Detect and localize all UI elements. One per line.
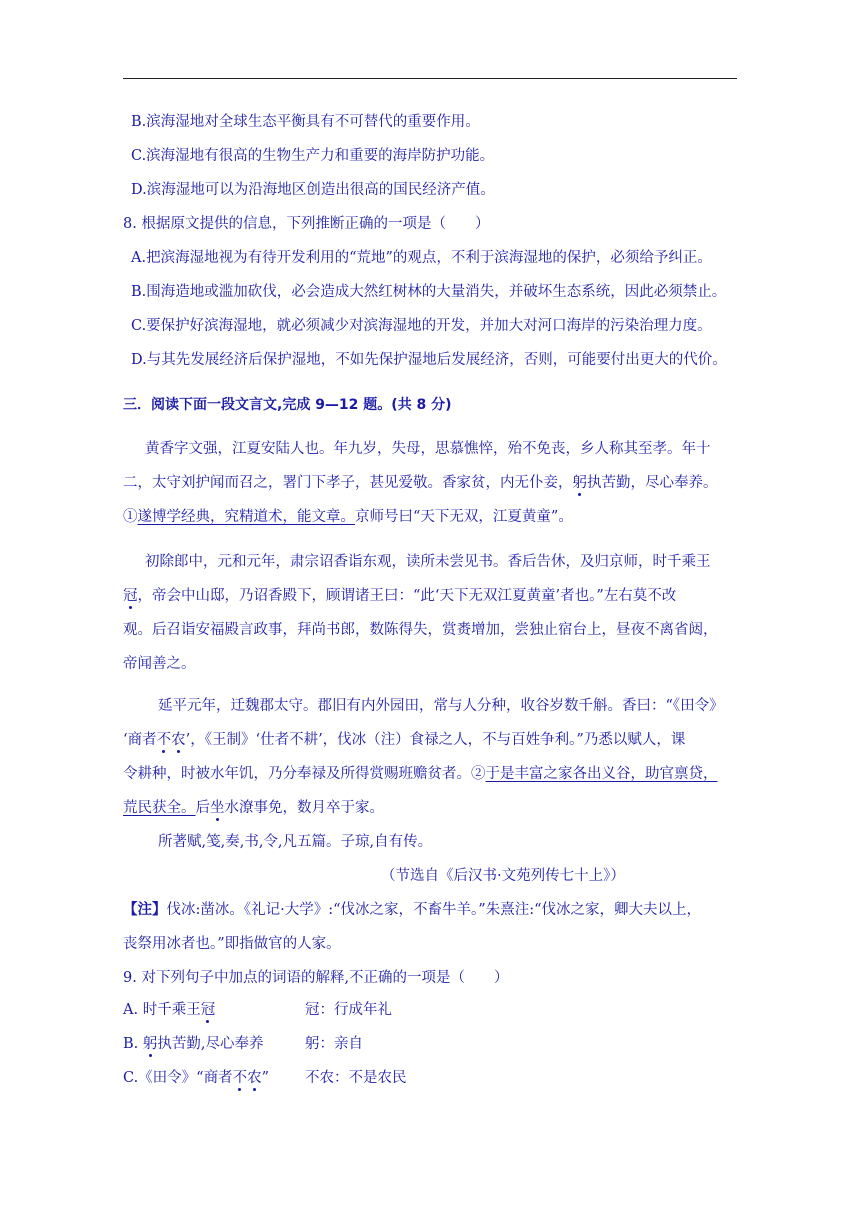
q9-stem: 9. 对下列句子中加点的词语的解释,不正确的一项是（ ） xyxy=(123,970,509,986)
passage-p4-line1: 所著赋,笺,奏,书,令,凡五篇。子琼,自有传。 xyxy=(158,834,433,850)
passage-p1-line2: 二，太守刘护闻而召之，署门下孝子，甚见爱敬。香家贫，内无仆妾，躬执苦勤，尽心奉养。 xyxy=(123,475,718,491)
section-3-heading: 三．阅读下面一段文言文,完成 9—12 题。(共 8 分) xyxy=(123,397,452,413)
note-tag: 【注】 xyxy=(123,901,167,918)
underlined-sentence-2: 于是丰富之家各出义谷，助官禀贷， xyxy=(485,766,718,782)
header-rule xyxy=(123,78,737,79)
passage-p3-line1: 延平元年，迁魏郡太守。郡旧有内外园田，常与人分种，收谷岁数千斛。香曰：“《田令》 xyxy=(158,698,724,714)
passage-p3-line3: 令耕种，时被水年饥，乃分奉禄及所得赏赐班赡贫者。②于是丰富之家各出义谷，助官禀贷， xyxy=(123,766,718,782)
underlined-sentence-1: 遂博学经典，究精道术，能文章。 xyxy=(137,509,355,525)
passage-p1-line1: 黄香字文强，江夏安陆人也。年九岁，失母，思慕憔悴，殆不免丧，乡人称其至孝。年十 xyxy=(145,441,711,457)
dotted-char: 坐 xyxy=(210,800,225,816)
dotted-char: 冠 xyxy=(200,1002,216,1018)
note-line1: 【注】伐冰:凿冰。《礼记·大学》:“伐冰之家，不畜牛羊。”朱熹注:“伐冰之家，卿大夫以上， xyxy=(123,901,702,918)
q9-option-b-explanation: 躬：亲自 xyxy=(305,1036,363,1052)
q8-option-a: A.把滨海湿地视为有待开发利用的“荒地”的观点，不利于滨海湿地的保护，必须给予纠正。 xyxy=(131,250,712,266)
passage-p3-line4: 荒民获全。后坐水潦事免，数月卒于家。 xyxy=(123,800,384,816)
q9-option-b: B. 躬执苦勤,尽心奉养 躬：亲自 xyxy=(123,1036,363,1052)
passage-p2-line4: 帝闻善之。 xyxy=(123,656,196,672)
q7-option-d: D.滨海湿地可以为沿海地区创造出很高的国民经济产值。 xyxy=(131,182,495,198)
note-line2: 丧祭用冰者也。”即指做官的人家。 xyxy=(123,936,341,952)
passage-p2-line1: 初除郎中，元和元年，肃宗诏香诣东观，读所未尝见书。香后告休，及归京师，时千乘王 xyxy=(145,554,711,570)
q7-option-c: C.滨海湿地有很高的生物生产力和重要的海岸防护功能。 xyxy=(131,148,495,164)
dotted-char: 躬 xyxy=(142,1036,158,1052)
q8-option-c: C.要保护好滨海湿地，就必须减少对滨海湿地的开发，并加大对河口海岸的污染治理力度。 xyxy=(131,318,712,334)
q9-option-c: C.《田令》“商者不农” 不农：不是农民 xyxy=(123,1070,407,1086)
q8-stem: 8. 根据原文提供的信息，下列推断正确的一项是（ ） xyxy=(123,216,490,232)
q8-option-b: B.围海造地或滥加砍伐，必会造成大然红树林的大量消失，并破坏生态系统，因此必须禁止。 xyxy=(131,284,727,300)
dotted-char: 农 xyxy=(171,732,186,748)
dotted-char: 躬 xyxy=(572,475,587,491)
passage-p3-line2: ‘商者不农’，《王制》‘仕者不耕’，伐冰（注）食禄之人，不与百姓争利。”乃悉以赋人，课 xyxy=(123,732,686,748)
q9-option-a-explanation: 冠：行成年礼 xyxy=(305,1002,392,1018)
dotted-char: 冠 xyxy=(123,588,138,604)
underlined-sentence-2-end: 荒民获全。 xyxy=(123,800,196,816)
dotted-char: 不 xyxy=(232,1070,248,1086)
passage-p2-line2: 冠，帝会中山邸，乃诏香殿下，顾谓诸王曰：“此‘天下无双江夏黄童’者也。”左右莫不改 xyxy=(123,588,677,604)
q9-option-c-explanation: 不农：不是农民 xyxy=(305,1070,407,1086)
dotted-char: 不 xyxy=(156,732,172,748)
passage-source: （节选自《后汉书·文苑列传七十上》） xyxy=(381,868,625,884)
passage-p1-line3: ①遂博学经典，究精道术，能文章。京师号曰“天下无双，江夏黄童”。 xyxy=(123,509,573,525)
q7-option-b: B.滨海湿地对全球生态平衡具有不可替代的重要作用。 xyxy=(131,114,480,130)
q9-option-a: A. 时千乘王冠 冠：行成年礼 xyxy=(123,1002,392,1018)
passage-p2-line3: 观。后召诣安福殿言政事，拜尚书郎，数陈得失，赏赉增加，尝独止宿台上，昼夜不离省闼， xyxy=(123,622,718,638)
dotted-char: 农 xyxy=(247,1070,262,1086)
q8-option-d: D.与其先发展经济后保护湿地，不如先保护湿地后发展经济，否则，可能要付出更大的代价。 xyxy=(131,352,727,368)
